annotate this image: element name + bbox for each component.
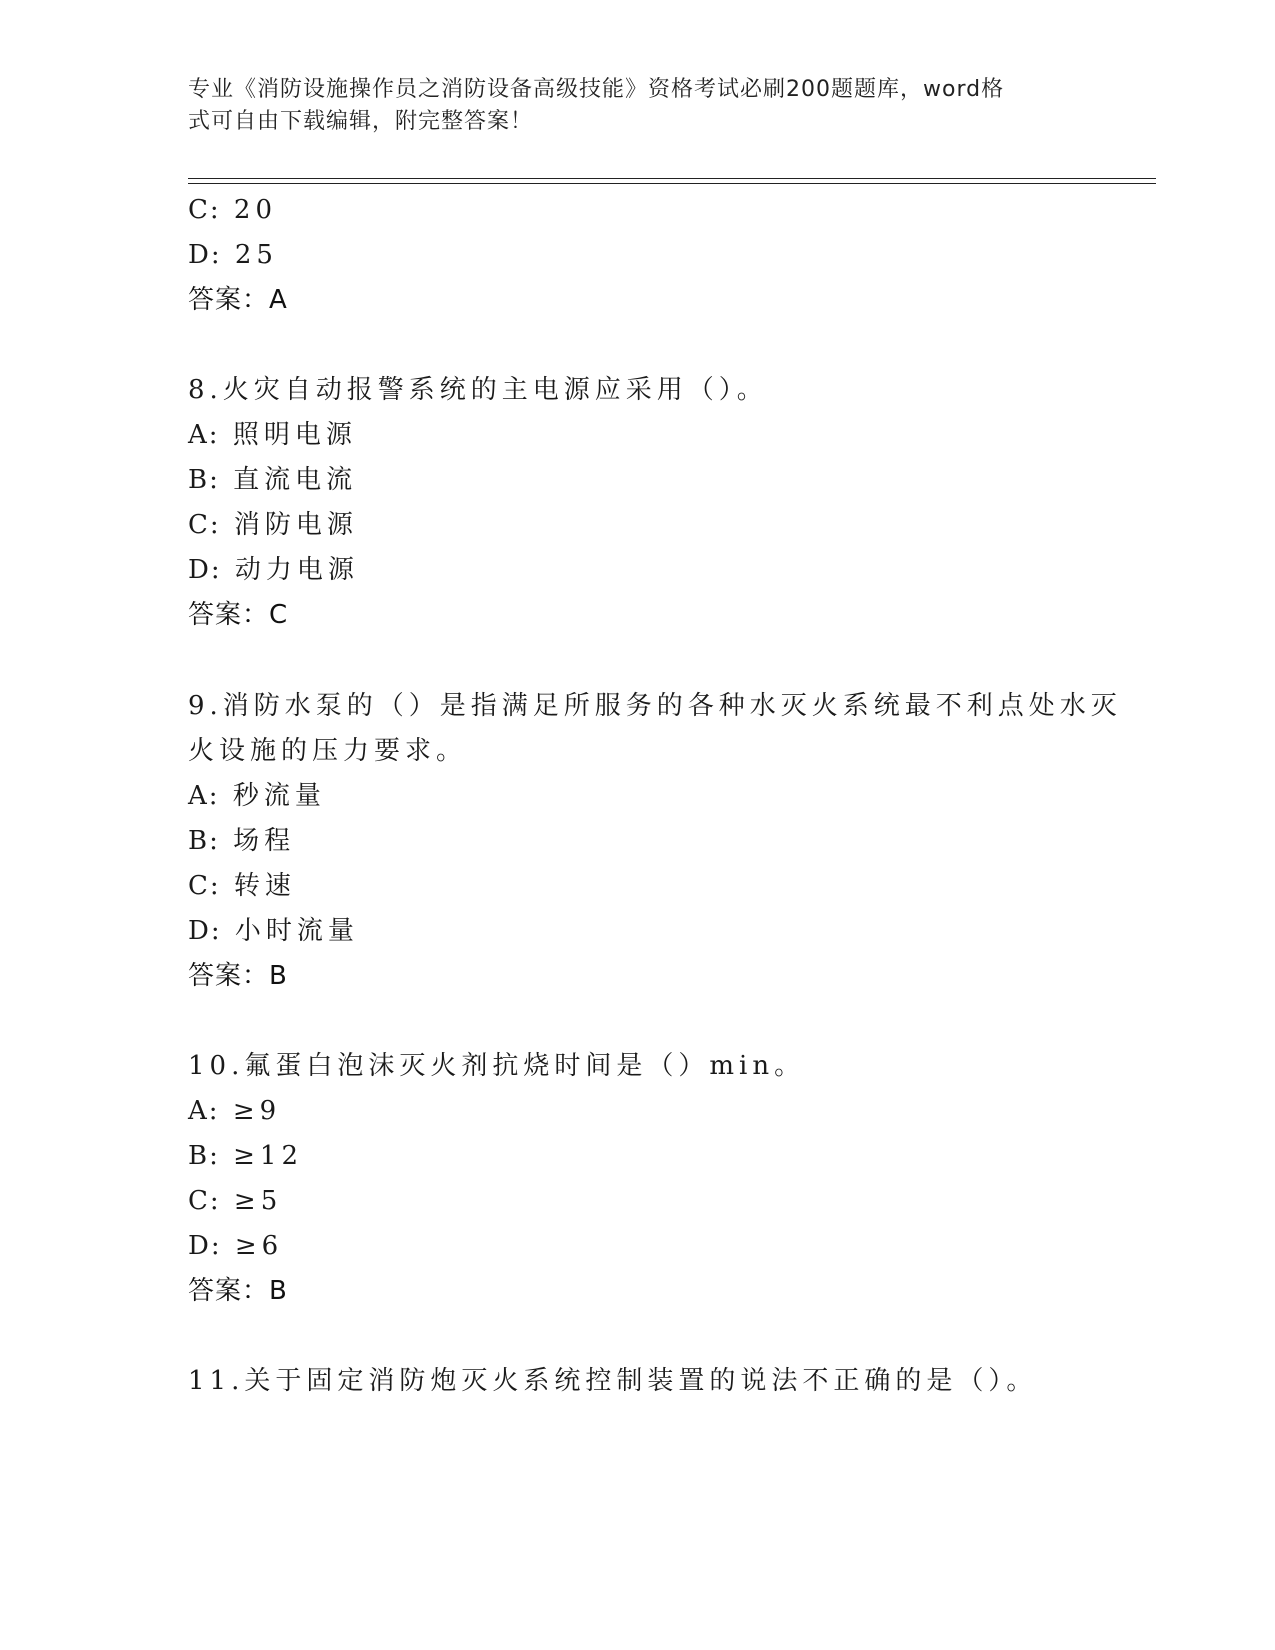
header-line-2: 式可自由下载编辑，附完整答案！	[188, 109, 534, 134]
question-8-option-c: C: 消防电源	[188, 510, 358, 540]
question-9-stem-cont: 火设施的压力要求。	[188, 736, 468, 766]
question-10-option-b: B: ≥12	[188, 1141, 304, 1171]
header-line-1: 专业《消防设施操作员之消防设备高级技能》资格考试必刷200题题库，word格	[188, 77, 1005, 102]
question-10-option-c: C: ≥5	[188, 1186, 283, 1216]
option-d: D: 25	[188, 240, 278, 270]
question-9-stem: 9.消防水泵的（）是指满足所服务的各种水灭火系统最不利点处水灭	[188, 691, 1122, 721]
question-10-stem: 10.氟蛋白泡沫灭火剂抗烧时间是（）min。	[188, 1051, 806, 1081]
option-c: C: 20	[188, 195, 278, 225]
question-8-option-d: D: 动力电源	[188, 555, 359, 585]
header-divider-bottom	[188, 183, 1156, 184]
question-8-option-a: A: 照明电源	[188, 420, 357, 450]
answer: 答案：A	[188, 285, 288, 315]
header-divider-top	[188, 178, 1156, 179]
question-9-option-b: B: 场程	[188, 826, 296, 856]
header-title	[188, 74, 1068, 138]
question-9-option-c: C: 转速	[188, 871, 296, 901]
question-8-option-b: B: 直流电流	[188, 465, 358, 495]
question-8-answer: 答案：C	[188, 600, 289, 630]
question-10-answer: 答案：B	[188, 1276, 288, 1306]
question-11-stem: 11.关于固定消防炮灭火系统控制装置的说法不正确的是（）。	[188, 1366, 1038, 1396]
question-10-option-d: D: ≥6	[188, 1231, 284, 1261]
question-9-answer: 答案：B	[188, 961, 288, 991]
question-10-option-a: A: ≥9	[188, 1096, 282, 1126]
question-9-option-a: A: 秒流量	[188, 781, 326, 811]
question-9-option-d: D: 小时流量	[188, 916, 359, 946]
question-8-stem: 8.火灾自动报警系统的主电源应采用（）。	[188, 375, 768, 405]
